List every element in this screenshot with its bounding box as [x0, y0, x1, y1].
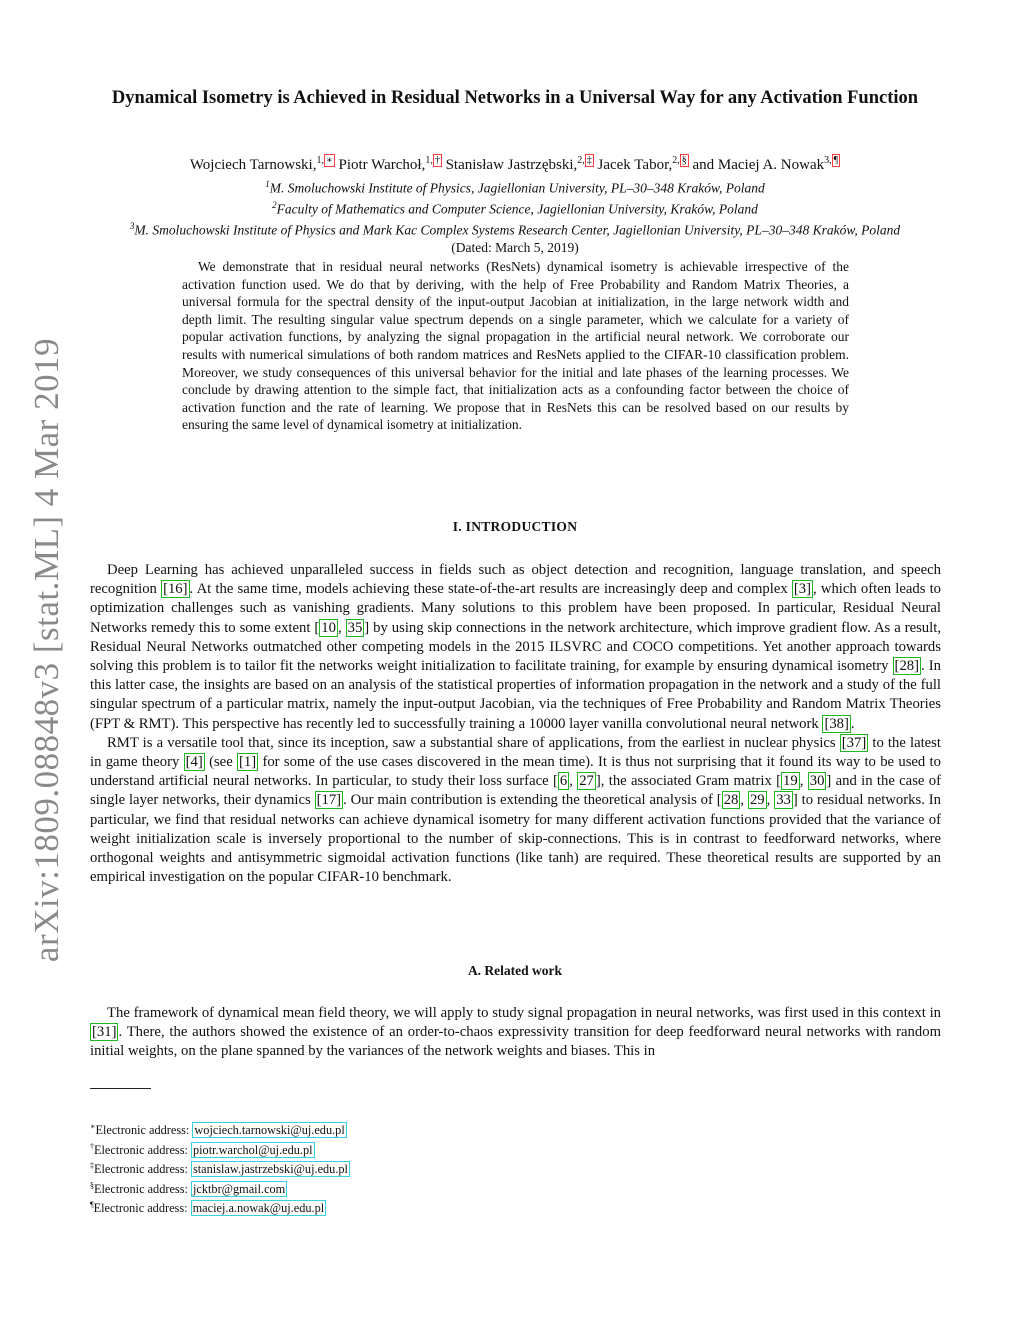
footnote-link[interactable]: ‡: [586, 155, 592, 166]
email-link[interactable]: jcktbr@gmail.com: [192, 1181, 286, 1196]
footnote: †Electronic address: piotr.warchol@uj.edu.pl: [90, 1141, 313, 1157]
author-name: Piotr Warchoł,: [334, 157, 426, 173]
affiliation: $^3$M. Smoluchowski Institute of Physics and Mark Kac Complex Systems Research Center, Jagiellonian University, PL–30–348 Kraków, Poland: [129, 221, 901, 238]
footnotes: [90, 1119, 690, 1217]
author-name: Jacek Tabor,: [593, 157, 673, 173]
citation-link[interactable]: 6: [559, 773, 568, 790]
email-link[interactable]: wojciech.tarnowski@uj.edu.pl: [194, 1123, 345, 1138]
author-name: and Maciej A. Nowak: [688, 157, 825, 173]
footnote: §Electronic address: jcktbr@gmail.com: [90, 1180, 286, 1196]
footnote-link[interactable]: ∗: [325, 155, 333, 166]
citation-link[interactable]: [37]: [841, 734, 867, 751]
affiliation: $^2$Faculty of Mathematics and Computer Science, Jagiellonian University, Kraków, Poland: [272, 200, 758, 217]
citation-link[interactable]: [17]: [316, 792, 342, 809]
footnote-link[interactable]: †: [434, 155, 440, 166]
author-name: Stanisław Jastrzębski,: [441, 157, 578, 173]
email-link[interactable]: maciej.a.nowak@uj.edu.pl: [192, 1201, 325, 1216]
paragraph: Deep Learning has achieved unparalleled success in fields such as object detection and recognition, language translation, and speech recognition [16] . At the same time, models achieving these state-of-the-art results are increasingly deep and complex [3] , which often leads to optimization challenges such as vanishing gradients. Many solutions to this problem have been proposed. In particular, Residual Neural Networks remedy this to some extent [ 10 , 35 ] by using skip connections in the network architecture, which improve gradient flow. As a result, Residual Neural Networks outmatched other competing models in the 2015 ILSVRC and COCO competitions. Yet another approach towards solving this problem is to tailor fit the networks weight initialization to facilitate training, for example by ensuring dynamical isometry [28] . In this latter case, the insights are based on an analysis of the statistical properties of information propagation in the network and a study of the full singular spectrum of a particular matrix, namely the input-output Jacobian, via the techniques of Free Probability and Random Matrix Theories (FPT & RMT). This perspective has recently led to successfully training a 10000 layer vanilla convolutional neural network [38] .: [90, 562, 942, 732]
citation-link[interactable]: [31]: [92, 1024, 117, 1041]
affiliation: $^1$M. Smoluchowski Institute of Physics, Jagiellonian University, PL–30–348 Kraków, Poland: [265, 179, 765, 196]
citation-link[interactable]: 28: [723, 792, 739, 809]
citation-link[interactable]: 27: [579, 773, 594, 790]
related-work-body: [90, 1004, 941, 1062]
affiliations: [86, 176, 944, 257]
citation-link[interactable]: [1]: [239, 754, 257, 771]
footnote-rule: [90, 1088, 151, 1089]
citation-link[interactable]: [4]: [185, 754, 203, 771]
footnote-link[interactable]: §: [681, 155, 687, 166]
paragraph: RMT is a versatile tool that, since its inception, saw a substantial share of applications, from the earliest in nuclear physics [37] to the latest in game theory [4] (see [1] for some of the use cases discovered in the mean time). It is thus not surprising that it found its way to be used to understand artificial neural networks. In particular, to study their loss surface [ 6 , 27 ], the associated Gram matrix [ 19 , 30 ] and in the case of single layer networks, their dynamics [17] . Our main contribution is extending the theoretical analysis of [ 28 , 29 , 33 ] to residual networks. In particular, we find that residual networks can achieve dynamical isometry for many different activation functions provided that the variance of weight initialization scale is inversely proportional to the number of skip-connections. This is in contrast to feedforward networks, where orthogonal weights and antisymmetric sigmoidal activation functions (like tanh) are required. These theoretical results are supported by an empirical investigation on the popular CIFAR-10 benchmark.: [90, 734, 941, 886]
citation-link[interactable]: [38]: [824, 715, 849, 732]
citation-link[interactable]: 30: [809, 773, 825, 790]
paper-title: Dynamical Isometry is Achieved in Residual Networks in a Universal Way for any Activation Function: [111, 88, 919, 108]
arxiv-id: arXiv:1809.08848v3 [stat.ML] 4 Mar 2019: [27, 337, 66, 963]
paragraph: The framework of dynamical mean field theory, we will apply to study signal propagation in neural networks, was first used in this context in [31] . There, the authors showed the existence of an order-to-chaos expressivity transition for deep feedforward neural networks with random initial weights, on the plane spanned by the variances of the network weights and biases. This in: [90, 1005, 941, 1060]
author-name: Wojciech Tarnowski,: [189, 157, 317, 173]
section-heading-introduction: I. INTRODUCTION: [452, 519, 578, 534]
footnote-link[interactable]: ¶: [833, 155, 839, 166]
footnote: ¶Electronic address: maciej.a.nowak@uj.edu.pl: [90, 1200, 325, 1216]
footnote: ∗Electronic address: wojciech.tarnowski@uj.edu.pl: [90, 1122, 345, 1138]
citation-link[interactable]: 10: [321, 619, 336, 636]
subsection-heading-related-work: A. Related work: [467, 963, 563, 978]
email-link[interactable]: piotr.warchol@uj.edu.pl: [192, 1142, 313, 1157]
author-list: Wojciech Tarnowski,$^{1,}$ ∗ Piotr Warchoł,$^{1,}$ † Stanisław Jastrzębski,$^{2,}$ ‡ Jacek Tabor,$^{2,}$ § and Maciej A. Nowak$^{3,}$ ¶: [189, 155, 839, 173]
email-link[interactable]: stanislaw.jastrzebski@uj.edu.pl: [192, 1162, 348, 1177]
citation-link[interactable]: 19: [783, 773, 798, 790]
abstract: We demonstrate that in residual neural networks (ResNets) dynamical isometry is achievable irrespective of the activation function used. We do that by deriving, with the help of Free Probability and Random Matrix Theories, a universal formula for the spectral density of the input-output Jacobian at initialization, in the large network width and depth limit. The resulting singular value spectrum depends on a single parameter, which we calculate for a variety of popular activation functions, by analyzing the signal propagation in the artificial neural network. We corroborate our results with numerical simulations of both random matrices and ResNets applied to the CIFAR-10 classification problem. Moreover, we study consequences of this universal behavior for the initial and late phases of the learning processes. We conclude by drawing attention to the simple fact, that initialization acts as a confounding factor between the choice of activation function and the rate of learning. We propose that in ResNets this can be resolved based on our results by ensuring the same level of dynamical isometry at initialization.: [182, 259, 849, 433]
dated-line: (Dated: March 5, 2019): [451, 240, 579, 255]
arxiv-sidebar: [27, 337, 67, 963]
citation-link[interactable]: 29: [749, 792, 765, 809]
citation-link[interactable]: [16]: [163, 581, 188, 598]
citation-link[interactable]: [3]: [793, 581, 812, 598]
introduction-body: [90, 561, 941, 887]
citation-link[interactable]: [28]: [894, 658, 920, 675]
footnote: ‡Electronic address: stanislaw.jastrzebski@uj.edu.pl: [90, 1161, 348, 1177]
citation-link[interactable]: 33: [776, 792, 791, 809]
citation-link[interactable]: 35: [347, 619, 363, 636]
